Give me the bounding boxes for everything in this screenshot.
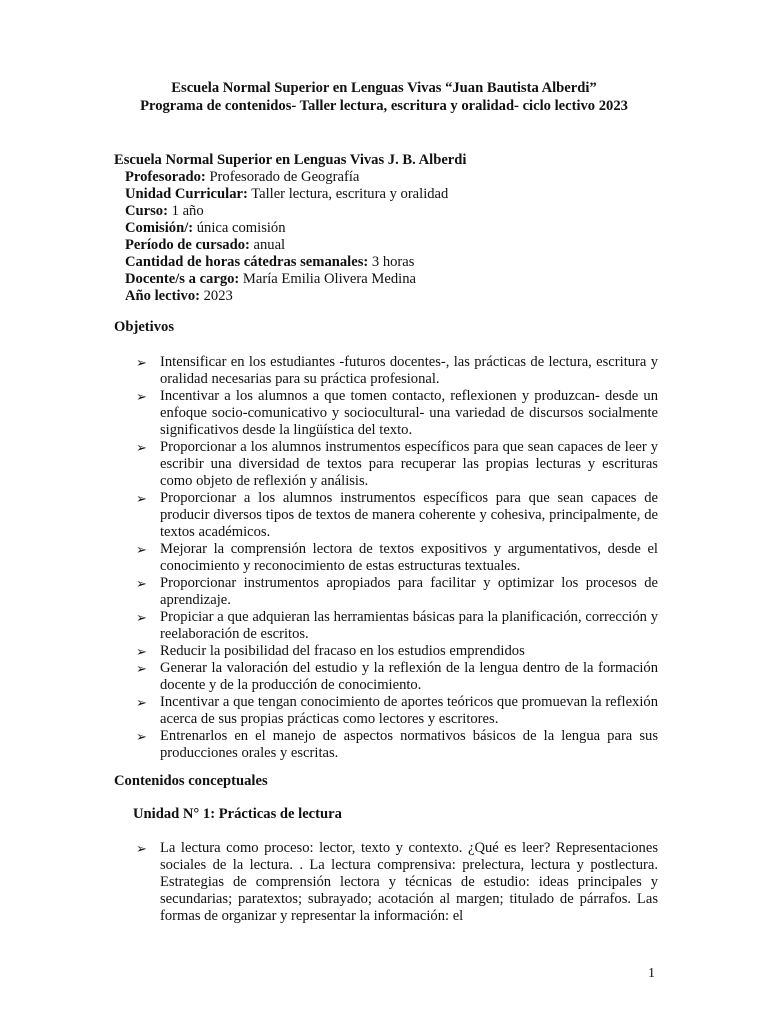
list-item bbox=[136, 660, 658, 694]
contenidos-heading: Contenidos conceptuales bbox=[114, 773, 268, 789]
info-row-anio-lectivo bbox=[114, 288, 466, 305]
arrow-bullet-icon: ➢ bbox=[136, 695, 147, 710]
info-label: Profesorado: bbox=[125, 169, 206, 185]
info-label: Curso: bbox=[125, 203, 168, 219]
list-item-text: Incentivar a que tengan conocimiento de aportes teóricos que promuevan la reflexión acerca de sus propias prácticas como lectores y escritores. bbox=[160, 694, 658, 727]
info-label: Período de cursado: bbox=[125, 237, 250, 253]
info-label: Cantidad de horas cátedras semanales: bbox=[125, 254, 369, 270]
school-name: Escuela Normal Superior en Lenguas Vivas J. B. Alberdi bbox=[114, 152, 467, 168]
info-label: Docente/s a cargo: bbox=[125, 271, 240, 287]
info-row-comision bbox=[114, 220, 466, 237]
list-item bbox=[136, 609, 658, 643]
info-value: 1 año bbox=[167, 203, 204, 219]
info-row-curso bbox=[114, 203, 466, 220]
list-item-text: Incentivar a los alumnos a que tomen contacto, reflexionen y produzcan- desde un enfoque socio-comunicativo y sociocultural- una variedad de discursos socialmente significativos desde la lingüística del texto. bbox=[160, 388, 658, 438]
list-item bbox=[136, 388, 658, 439]
list-item-text: Mejorar la comprensión lectora de textos expositivos y argumentativos, desde el conocimiento y reconocimiento de estas estructuras textuales. bbox=[160, 541, 658, 574]
info-row-horas bbox=[114, 254, 466, 271]
arrow-bullet-icon: ➢ bbox=[136, 355, 147, 370]
arrow-bullet-icon: ➢ bbox=[136, 610, 147, 625]
objetivos-list bbox=[136, 354, 658, 762]
arrow-bullet-icon: ➢ bbox=[136, 841, 147, 856]
arrow-bullet-icon: ➢ bbox=[136, 491, 147, 506]
list-item bbox=[136, 575, 658, 609]
list-item bbox=[136, 354, 658, 388]
objetivos-heading: Objetivos bbox=[114, 319, 174, 335]
info-row-profesorado bbox=[114, 169, 466, 186]
info-row-unidad-curricular bbox=[114, 186, 466, 203]
info-value: María Emilia Olivera Medina bbox=[239, 271, 416, 287]
info-value: 3 horas bbox=[368, 254, 415, 270]
list-item bbox=[136, 694, 658, 728]
arrow-bullet-icon: ➢ bbox=[136, 644, 147, 659]
info-row-periodo bbox=[114, 237, 466, 254]
info-value: Profesorado de Geografía bbox=[205, 169, 360, 185]
info-row-docente bbox=[114, 271, 466, 288]
info-value: única comisión bbox=[193, 220, 286, 236]
info-value: anual bbox=[249, 237, 286, 253]
list-item bbox=[136, 840, 658, 925]
list-item-text: Proporcionar a los alumnos instrumentos específicos para que sean capaces de producir diversos tipos de textos de manera coherente y cohesiva, principalmente, de textos académicos. bbox=[160, 490, 658, 540]
info-value: 2023 bbox=[199, 288, 233, 304]
info-label: Año lectivo: bbox=[125, 288, 200, 304]
arrow-bullet-icon: ➢ bbox=[136, 661, 147, 676]
list-item-text: La lectura como proceso: lector, texto y contexto. ¿Qué es leer? Representaciones sociales de la lectura. . La lectura comprensiva: prelectura, lectura y postlectura. Estrategias de comprensión lectora y técnicas de estudio: ideas principales y secundarias; paratextos; subrayado; acotación al margen; titulado de párrafos. Las formas de organizar y representar la información: el bbox=[160, 840, 658, 924]
arrow-bullet-icon: ➢ bbox=[136, 576, 147, 591]
list-item-text: Entrenarlos en el manejo de aspectos normativos básicos de la lengua para sus producciones orales y escritas. bbox=[160, 728, 658, 761]
unit-1-list bbox=[136, 840, 658, 925]
list-item-text: Intensificar en los estudiantes -futuros docentes-, las prácticas de lectura, escritura y oralidad necesarias para su práctica profesional. bbox=[160, 354, 658, 387]
info-label: Comisión/: bbox=[125, 220, 194, 236]
document-header-line-1: Escuela Normal Superior en Lenguas Vivas “Juan Bautista Alberdi” bbox=[171, 80, 597, 96]
page-number: 1 bbox=[648, 966, 655, 981]
arrow-bullet-icon: ➢ bbox=[136, 440, 147, 455]
list-item bbox=[136, 490, 658, 541]
course-info-block bbox=[114, 152, 466, 305]
unit-1-heading: Unidad N° 1: Prácticas de lectura bbox=[133, 806, 342, 822]
arrow-bullet-icon: ➢ bbox=[136, 542, 147, 557]
document-header-line-2: Programa de contenidos- Taller lectura, escritura y oralidad- ciclo lectivo 2023 bbox=[140, 98, 628, 114]
info-label: Unidad Curricular: bbox=[125, 186, 248, 202]
list-item bbox=[136, 643, 658, 660]
info-value: Taller lectura, escritura y oralidad bbox=[247, 186, 449, 202]
list-item-text: Generar la valoración del estudio y la reflexión de la lengua dentro de la formación docente y de la producción de conocimiento. bbox=[160, 660, 658, 693]
arrow-bullet-icon: ➢ bbox=[136, 389, 147, 404]
arrow-bullet-icon: ➢ bbox=[136, 729, 147, 744]
list-item-text: Propiciar a que adquieran las herramientas básicas para la planificación, corrección y reelaboración de escritos. bbox=[160, 609, 658, 642]
list-item-text: Proporcionar instrumentos apropiados para facilitar y optimizar los procesos de aprendizaje. bbox=[160, 575, 658, 608]
list-item-text: Reducir la posibilidad del fracaso en los estudios emprendidos bbox=[160, 643, 525, 659]
list-item bbox=[136, 439, 658, 490]
list-item-text: Proporcionar a los alumnos instrumentos específicos para que sean capaces de leer y escribir una diversidad de textos para recuperar las propias lecturas y escrituras como objeto de reflexión y análisis. bbox=[160, 439, 658, 489]
list-item bbox=[136, 728, 658, 762]
list-item bbox=[136, 541, 658, 575]
